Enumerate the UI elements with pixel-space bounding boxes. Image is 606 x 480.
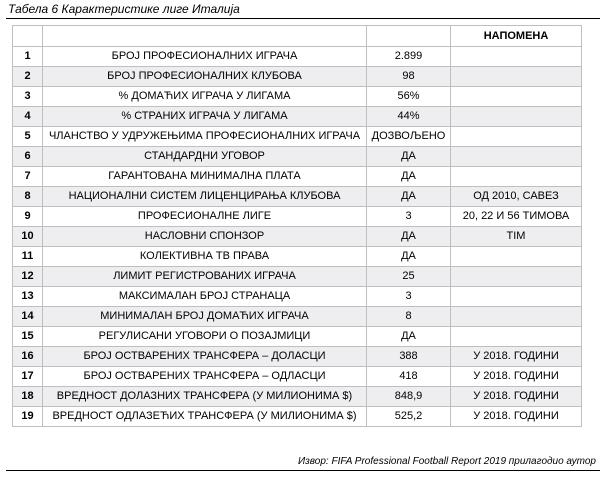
indicator-cell: КОЛЕКТИВНА ТВ ПРАВА bbox=[43, 247, 367, 267]
table-row bbox=[13, 227, 582, 247]
value-cell: 388 bbox=[367, 347, 451, 367]
row-number: 15 bbox=[13, 327, 43, 347]
row-number: 2 bbox=[13, 67, 43, 87]
note-cell bbox=[451, 47, 582, 67]
value-cell: 98 bbox=[367, 67, 451, 87]
note-cell bbox=[451, 307, 582, 327]
note-cell: У 2018. ГОДИНИ bbox=[451, 387, 582, 407]
table-row bbox=[13, 107, 582, 127]
indicator-cell: СТАНДАРДНИ УГОВОР bbox=[43, 147, 367, 167]
note-cell: У 2018. ГОДИНИ bbox=[451, 347, 582, 367]
indicator-cell: ВРЕДНОСТ ОДЛАЗЕЋИХ ТРАНСФЕРА (У МИЛИОНИМА $) bbox=[43, 407, 367, 427]
row-number: 13 bbox=[13, 287, 43, 307]
note-cell bbox=[451, 67, 582, 87]
row-number: 6 bbox=[13, 147, 43, 167]
value-cell: 44% bbox=[367, 107, 451, 127]
indicator-cell: ВРЕДНОСТ ДОЛАЗНИХ ТРАНСФЕРА (У МИЛИОНИМА $) bbox=[43, 387, 367, 407]
indicator-cell: ЛИМИТ РЕГИСТРОВАНИХ ИГРАЧА bbox=[43, 267, 367, 287]
value-cell: 418 bbox=[367, 367, 451, 387]
indicator-cell: ГАРАНТОВАНА МИНИМАЛНА ПЛАТА bbox=[43, 167, 367, 187]
value-cell: 56% bbox=[367, 87, 451, 107]
indicator-cell: НАСЛОВНИ СПОНЗОР bbox=[43, 227, 367, 247]
league-characteristics-table bbox=[12, 25, 582, 427]
indicator-cell: НАЦИОНАЛНИ СИСТЕМ ЛИЦЕНЦИРАЊА КЛУБОВА bbox=[43, 187, 367, 207]
table-row bbox=[13, 367, 582, 387]
note-cell: У 2018. ГОДИНИ bbox=[451, 407, 582, 427]
table-row bbox=[13, 307, 582, 327]
row-number: 7 bbox=[13, 167, 43, 187]
table-row bbox=[13, 187, 582, 207]
indicator-cell: ПРОФЕСИОНАЛНЕ ЛИГЕ bbox=[43, 207, 367, 227]
row-number: 12 bbox=[13, 267, 43, 287]
indicator-cell: РЕГУЛИСАНИ УГОВОРИ О ПОЗАЈМИЦИ bbox=[43, 327, 367, 347]
note-cell bbox=[451, 147, 582, 167]
row-number: 3 bbox=[13, 87, 43, 107]
bottom-divider bbox=[6, 470, 600, 471]
value-cell: 3 bbox=[367, 207, 451, 227]
row-number: 8 bbox=[13, 187, 43, 207]
table-row bbox=[13, 407, 582, 427]
row-number: 18 bbox=[13, 387, 43, 407]
note-cell bbox=[451, 127, 582, 147]
header-cell-empty bbox=[43, 26, 367, 47]
note-cell bbox=[451, 167, 582, 187]
value-cell: ДА bbox=[367, 247, 451, 267]
value-cell: ДОЗВОЉЕНО bbox=[367, 127, 451, 147]
table-row bbox=[13, 267, 582, 287]
value-cell: ДА bbox=[367, 327, 451, 347]
header-cell-empty bbox=[13, 26, 43, 47]
indicator-cell: БРОЈ ПРОФЕСИОНАЛНИХ ИГРАЧА bbox=[43, 47, 367, 67]
value-cell: ДА bbox=[367, 147, 451, 167]
note-cell bbox=[451, 247, 582, 267]
table-row bbox=[13, 47, 582, 67]
note-cell: TIM bbox=[451, 227, 582, 247]
table-row bbox=[13, 327, 582, 347]
row-number: 5 bbox=[13, 127, 43, 147]
row-number: 11 bbox=[13, 247, 43, 267]
row-number: 1 bbox=[13, 47, 43, 67]
table-body bbox=[13, 26, 582, 427]
table-caption: Табела 6 Карактеристике лиге Италија bbox=[8, 2, 240, 16]
note-cell bbox=[451, 107, 582, 127]
indicator-cell: БРОЈ ПРОФЕСИОНАЛНИХ КЛУБОВА bbox=[43, 67, 367, 87]
row-number: 4 bbox=[13, 107, 43, 127]
table-row bbox=[13, 67, 582, 87]
value-cell: 2.899 bbox=[367, 47, 451, 67]
note-cell: ОД 2010, САВЕЗ bbox=[451, 187, 582, 207]
value-cell: 3 bbox=[367, 287, 451, 307]
note-cell bbox=[451, 287, 582, 307]
note-column-header: НАПОМЕНА bbox=[451, 26, 582, 47]
value-cell: ДА bbox=[367, 167, 451, 187]
indicator-cell: % СТРАНИХ ИГРАЧА У ЛИГАМА bbox=[43, 107, 367, 127]
caption-divider bbox=[6, 18, 600, 19]
table-header-row bbox=[13, 26, 582, 47]
value-cell: 525,2 bbox=[367, 407, 451, 427]
table-row bbox=[13, 167, 582, 187]
indicator-cell: МИНИМАЛАН БРОЈ ДОМАЋИХ ИГРАЧА bbox=[43, 307, 367, 327]
value-cell: ДА bbox=[367, 227, 451, 247]
table-row bbox=[13, 247, 582, 267]
table-row bbox=[13, 287, 582, 307]
indicator-cell: БРОЈ ОСТВАРЕНИХ ТРАНСФЕРА – ДОЛАСЦИ bbox=[43, 347, 367, 367]
indicator-cell: ЧЛАНСТВО У УДРУЖЕЊИМА ПРОФЕСИОНАЛНИХ ИГРАЧА bbox=[43, 127, 367, 147]
table-row bbox=[13, 147, 582, 167]
table-row bbox=[13, 347, 582, 367]
source-note: Извор: FIFA Professional Football Report 2019 прилагодио аутор bbox=[298, 456, 596, 467]
indicator-cell: БРОЈ ОСТВАРЕНИХ ТРАНСФЕРА – ОДЛАСЦИ bbox=[43, 367, 367, 387]
note-cell bbox=[451, 327, 582, 347]
value-cell: 848,9 bbox=[367, 387, 451, 407]
row-number: 17 bbox=[13, 367, 43, 387]
note-cell: У 2018. ГОДИНИ bbox=[451, 367, 582, 387]
table-row bbox=[13, 387, 582, 407]
header-cell-empty bbox=[367, 26, 451, 47]
note-cell bbox=[451, 267, 582, 287]
row-number: 9 bbox=[13, 207, 43, 227]
note-cell: 20, 22 И 56 ТИМОВА bbox=[451, 207, 582, 227]
indicator-cell: % ДОМАЋИХ ИГРАЧА У ЛИГАМА bbox=[43, 87, 367, 107]
table-row bbox=[13, 207, 582, 227]
indicator-cell: МАКСИМАЛАН БРОЈ СТРАНАЦА bbox=[43, 287, 367, 307]
value-cell: ДА bbox=[367, 187, 451, 207]
row-number: 16 bbox=[13, 347, 43, 367]
row-number: 19 bbox=[13, 407, 43, 427]
table-row bbox=[13, 127, 582, 147]
row-number: 14 bbox=[13, 307, 43, 327]
value-cell: 8 bbox=[367, 307, 451, 327]
table-row bbox=[13, 87, 582, 107]
note-cell bbox=[451, 87, 582, 107]
value-cell: 25 bbox=[367, 267, 451, 287]
row-number: 10 bbox=[13, 227, 43, 247]
